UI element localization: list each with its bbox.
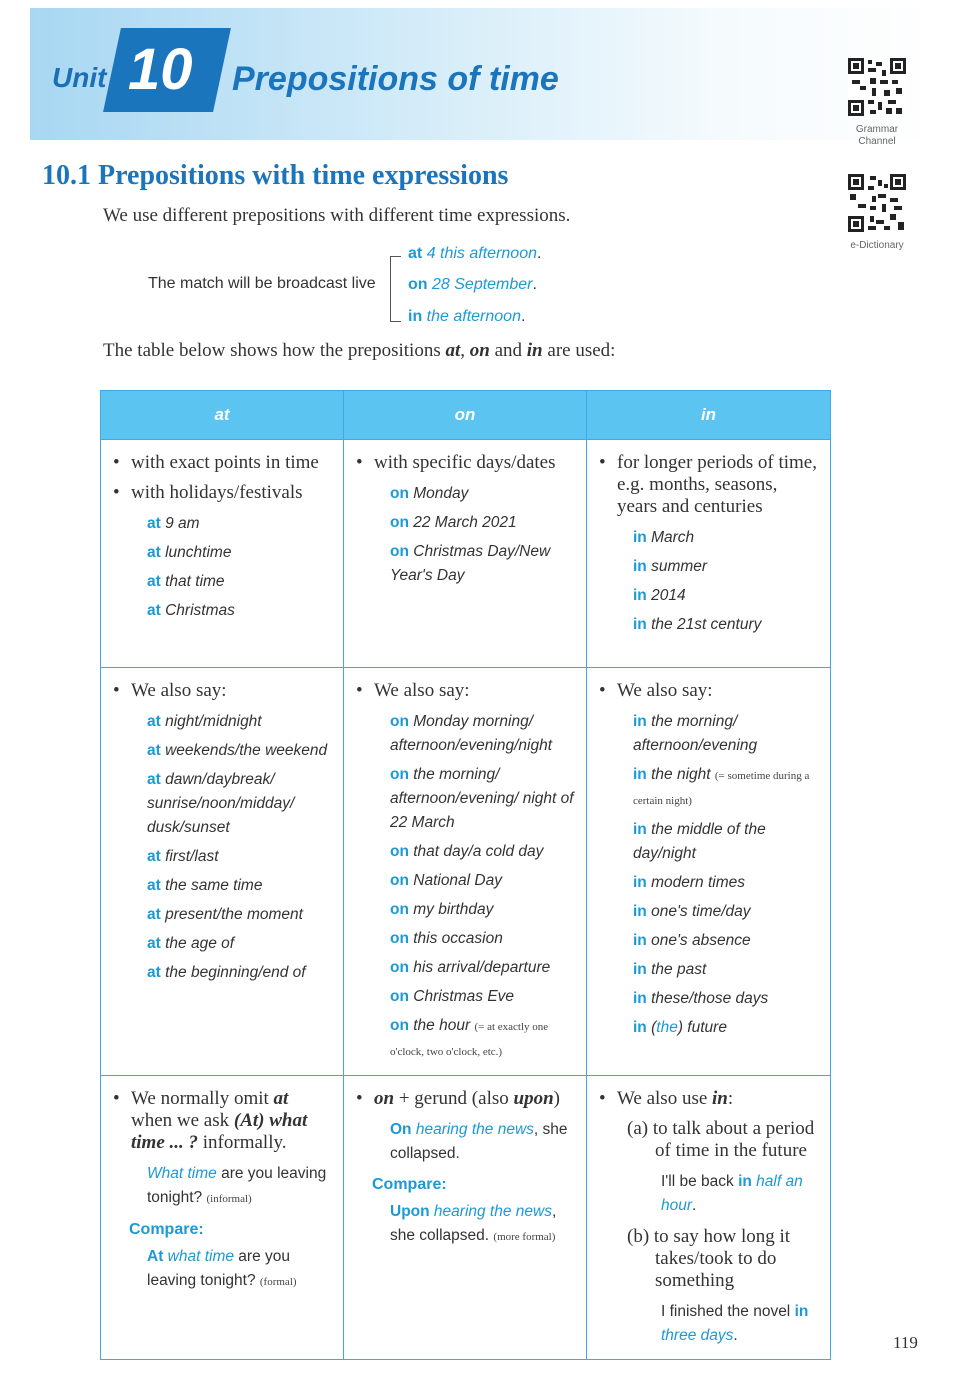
example-phrase: at first/last xyxy=(147,848,219,865)
section-intro: We use different prepositions with different time expressions. xyxy=(103,205,571,226)
example-phrase: on this occasion xyxy=(390,930,503,947)
example-sentence: At what time are you leaving tonight? (formal) xyxy=(147,1248,297,1289)
example-phrase: on Christmas Eve xyxy=(390,988,515,1005)
example-phrase: in one's time/day xyxy=(633,903,751,920)
example-phrase: on the morning/ afternoon/evening/ night of 22 March xyxy=(390,766,574,831)
bullet-text: • We also use in: xyxy=(599,1088,820,1110)
sub-point: (a) to talk about a period of time in the future xyxy=(627,1118,815,1161)
example-phrase: on his arrival/departure xyxy=(390,959,551,976)
example-phrase: on Monday morning/ afternoon/evening/night xyxy=(390,713,553,754)
bullet-text: • We also say: xyxy=(113,680,333,702)
example-line: in the afternoon. xyxy=(408,308,526,325)
bullet-text: • on + gerund (also upon) xyxy=(356,1088,576,1110)
example-phrase: on Monday xyxy=(390,485,469,502)
section-title: Prepositions with time expressions xyxy=(98,160,509,191)
example-phrase: on Christmas Day/New Year's Day xyxy=(390,543,551,584)
column-header-in: in xyxy=(587,391,831,440)
example-phrase: at night/midnight xyxy=(147,713,262,730)
cell-on-also xyxy=(344,668,587,1076)
bullet-text: • We also say: xyxy=(599,680,820,702)
example-phrase: on National Day xyxy=(390,872,502,889)
example-line: on 28 September. xyxy=(408,276,537,293)
example-sentence: What time are you leaving tonight? (informal) xyxy=(147,1165,327,1206)
example-phrase: in these/those days xyxy=(633,990,769,1007)
example-phrase: at lunchtime xyxy=(147,544,232,561)
example-phrase: in the past xyxy=(633,961,707,978)
prepositions-table xyxy=(100,390,831,1360)
bullet-text: • We normally omit at when we ask (At) what time ... ? informally. xyxy=(113,1088,333,1154)
section-heading xyxy=(42,160,508,192)
example-phrase: in (the) future xyxy=(633,1019,727,1036)
bullet-text: • with holidays/festivals xyxy=(113,482,333,504)
example-phrase: at that time xyxy=(147,573,225,590)
sub-point: (b) to say how long it takes/took to do something xyxy=(627,1226,791,1291)
example-phrase: at present/the moment xyxy=(147,906,303,923)
example-sentence: On hearing the news, she collapsed. xyxy=(390,1121,568,1162)
bullet-text: • with exact points in time xyxy=(113,452,333,474)
cell-in-future xyxy=(587,1076,831,1360)
cell-at-omit xyxy=(101,1076,344,1360)
example-phrase: in the 21st century xyxy=(633,616,762,633)
column-header-on: on xyxy=(344,391,587,440)
page-title: Prepositions of time xyxy=(232,60,559,98)
cell-in-usage xyxy=(587,440,831,668)
cell-at-usage xyxy=(101,440,344,668)
unit-number: 10 xyxy=(128,37,193,102)
example-sentence: I'll be back in half an hour. xyxy=(661,1173,803,1214)
example-phrase: on my birthday xyxy=(390,901,494,918)
qr-label-e-dictionary: e-Dictionary xyxy=(850,240,904,251)
bullet-text: • with specific days/dates xyxy=(356,452,576,474)
section-number: 10.1 xyxy=(42,160,91,191)
column-header-at: at xyxy=(101,391,344,440)
compare-label: Compare: xyxy=(129,1221,204,1238)
unit-label: Unit xyxy=(52,62,107,93)
example-phrase: in the morning/ afternoon/evening xyxy=(633,713,758,754)
bullet-text: • We also say: xyxy=(356,680,576,702)
example-bracket xyxy=(390,256,401,322)
example-phrase: at the same time xyxy=(147,877,263,894)
cell-in-also xyxy=(587,668,831,1076)
cell-at-also xyxy=(101,668,344,1076)
example-line: at 4 this afternoon. xyxy=(408,245,542,262)
example-phrase: in modern times xyxy=(633,874,745,891)
example-phrase: at the age of xyxy=(147,935,235,952)
example-phrase: at dawn/daybreak/ sunrise/noon/midday/ dusk/sunset xyxy=(147,771,295,836)
bullet-text: • for longer periods of time, e.g. months, seasons, years and centuries xyxy=(599,452,820,518)
example-phrase: on 22 March 2021 xyxy=(390,514,517,531)
example-phrase: on that day/a cold day xyxy=(390,843,544,860)
example-phrase: in one's absence xyxy=(633,932,751,949)
example-phrase: in the middle of the day/night xyxy=(633,821,766,862)
compare-label: Compare: xyxy=(372,1176,447,1193)
example-phrase: in the night (= sometime during a certain night) xyxy=(633,766,810,807)
example-lead: The match will be broadcast live xyxy=(148,275,376,292)
qr-code-icon[interactable] xyxy=(848,174,906,232)
example-phrase: in summer xyxy=(633,558,708,575)
table-intro: The table below shows how the prepositions at, on and in are used: xyxy=(103,340,616,361)
example-sentence: Upon hearing the news, she collapsed. (more formal) xyxy=(390,1203,557,1244)
example-phrase: at 9 am xyxy=(147,515,200,532)
example-phrase: in 2014 xyxy=(633,587,686,604)
qr-code-icon[interactable] xyxy=(848,58,906,116)
cell-on-gerund xyxy=(344,1076,587,1360)
example-phrase: at Christmas xyxy=(147,602,235,619)
example-sentence: I finished the novel in three days. xyxy=(661,1303,809,1344)
example-phrase: at the beginning/end of xyxy=(147,964,306,981)
page-number: 119 xyxy=(893,1333,918,1352)
cell-on-usage xyxy=(344,440,587,668)
example-phrase: in March xyxy=(633,529,695,546)
example-phrase: on the hour (= at exactly one o'clock, two o'clock, etc.) xyxy=(390,1017,549,1058)
example-phrase: at weekends/the weekend xyxy=(147,742,328,759)
qr-label-grammar-channel: Grammar Channel xyxy=(855,124,899,147)
